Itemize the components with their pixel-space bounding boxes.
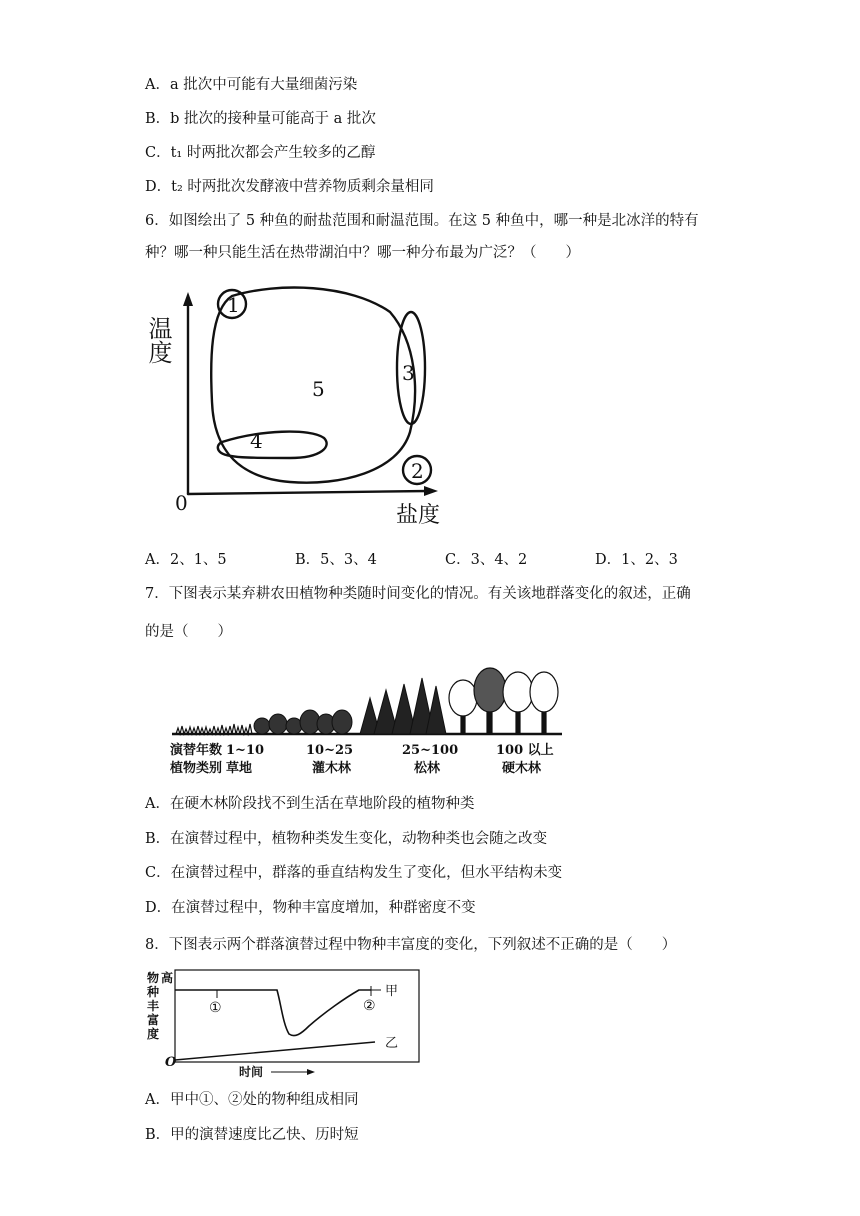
- q7-years-4: 100 以上: [496, 743, 554, 758]
- q7-option-d: D．在演替过程中，物种丰富度增加，种群密度不变: [145, 900, 476, 916]
- q8-stem: 8．下图表示两个群落演替过程中物种丰富度的变化，下列叙述不正确的是（ ）: [145, 937, 677, 953]
- q6-y-axis-label: 温度: [144, 316, 172, 364]
- q8-y-label-1: 物: [147, 971, 160, 985]
- q7-years-3: 25~100: [402, 743, 459, 758]
- q8-figure: [145, 964, 425, 1080]
- q8-option-b: B．甲的演替速度比乙快、历时短: [145, 1127, 359, 1143]
- q8-plot-frame: [175, 970, 419, 1062]
- q8-series-yi-label: 乙: [385, 1036, 399, 1051]
- q8-marker2: ②: [363, 998, 376, 1014]
- q8-x-axis-label: 时间: [239, 1065, 264, 1079]
- q7-hardwoods: [449, 668, 558, 734]
- q5-option-b: B．b 批次的接种量可能高于 a 批次: [145, 111, 376, 127]
- q7-years-2: 10~25: [306, 743, 354, 758]
- q8-y-label-3: 丰: [147, 999, 160, 1013]
- q7-pines: [360, 678, 446, 734]
- q7-stem-line2: 的是（ ）: [145, 624, 232, 640]
- q6-label-1: 1: [227, 293, 240, 317]
- q6-option-c: C．3、4、2: [445, 552, 528, 568]
- q7-shrubs: [254, 710, 352, 734]
- q6-region-4: [218, 432, 327, 458]
- q6-stem-line1: 6．如图绘出了 5 种鱼的耐盐范围和耐温范围。在这 5 种鱼中，哪一种是北冰洋的特有: [145, 213, 699, 229]
- q6-stem-line2: 种？哪一种只能生活在热带湖泊中？哪一种分布最为广泛？（ ）: [145, 245, 580, 261]
- q5-option-d: D．t₂ 时两批次发酵液中营养物质剩余量相同: [145, 179, 434, 195]
- q6-x-axis-label: 盐度: [396, 503, 441, 528]
- q6-origin-label: 0: [175, 491, 188, 515]
- q8-x-arrowhead: [307, 1069, 315, 1075]
- q6-y-arrowhead: [183, 292, 193, 306]
- q5-option-a: A．a 批次中可能有大量细菌污染: [145, 77, 358, 93]
- q8-y-label-4: 富: [147, 1013, 160, 1027]
- q6-label-2: 2: [411, 459, 424, 483]
- q6-figure: [144, 282, 450, 530]
- q7-figure: [170, 662, 570, 778]
- q8-series-yi-line: [175, 1042, 375, 1060]
- q6-option-a: A．2、1、5: [145, 552, 227, 568]
- q6-option-d: D．1、2、3: [595, 552, 678, 568]
- q6-option-b: B．5、3、4: [295, 552, 377, 568]
- q8-y-label-5: 度: [147, 1027, 160, 1041]
- q7-row2-label: 植物类别: [170, 761, 223, 776]
- q7-years-1: 1~10: [226, 743, 265, 758]
- q8-series-jia-label: 甲: [385, 984, 399, 999]
- q7-stem-line1: 7．下图表示某弃耕农田植物种类随时间变化的情况。有关该地群落变化的叙述，正确: [145, 586, 691, 602]
- q7-type-4: 硬木林: [502, 761, 542, 776]
- q8-marker1: ①: [209, 1000, 222, 1016]
- q7-row1-label: 演替年数: [170, 743, 223, 758]
- q7-type-3: 松林: [414, 761, 441, 776]
- q7-option-b: B．在演替过程中，植物种类发生变化，动物种类也会随之改变: [145, 831, 548, 847]
- q8-series-jia-line: [175, 990, 371, 1036]
- q7-option-c: C．在演替过程中，群落的垂直结构发生了变化，但水平结构未变: [145, 865, 563, 881]
- q5-option-c: C．t₁ 时两批次都会产生较多的乙醇: [145, 145, 376, 161]
- q6-x-axis: [188, 491, 428, 494]
- q7-type-1: 草地: [226, 761, 253, 776]
- q8-y-high: 高: [161, 971, 174, 985]
- q7-grass: [176, 724, 252, 734]
- q8-option-a: A．甲中①、②处的物种组成相同: [145, 1092, 359, 1108]
- q6-x-arrowhead: [424, 486, 438, 496]
- q7-option-a: A．在硬木林阶段找不到生活在草地阶段的植物种类: [145, 796, 475, 812]
- q6-label-5: 5: [312, 377, 325, 401]
- q6-label-4: 4: [250, 429, 263, 453]
- q8-y-label-2: 种: [147, 985, 160, 999]
- q8-origin: O: [165, 1055, 177, 1070]
- q6-label-3: 3: [402, 361, 415, 385]
- q7-type-2: 灌木林: [312, 761, 352, 776]
